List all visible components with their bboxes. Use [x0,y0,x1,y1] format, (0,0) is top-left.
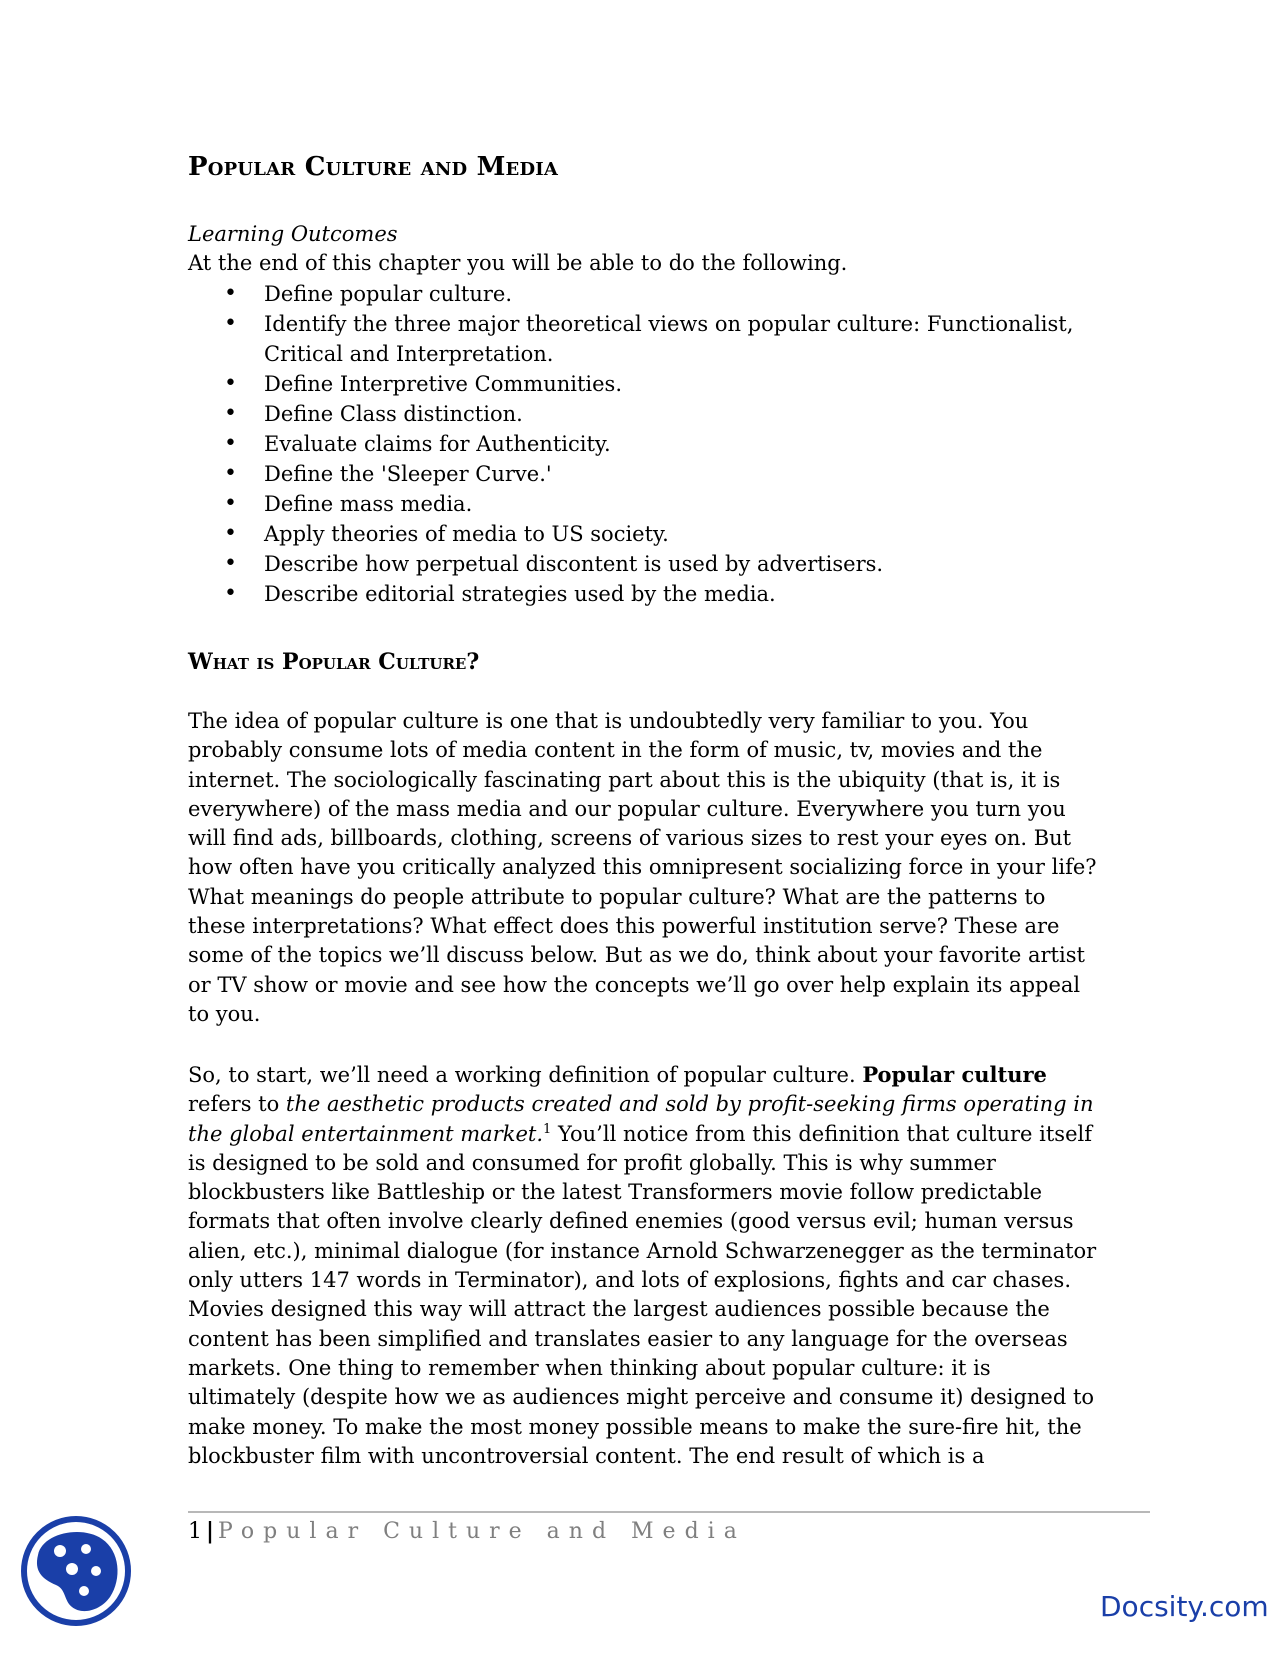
outcomes-intro: At the end of this chapter you will be able to do the following. [188,251,848,275]
bullet-icon: • [224,431,237,456]
bullet-icon: • [224,551,237,576]
footer-divider [188,1511,1150,1513]
list-item: • Identify the three major theoretical views on popular culture: Functionalist, Critical and Interpretation. [224,311,1074,366]
section-heading: What is Popular Culture? [188,649,480,675]
list-item: • Define popular culture. [188,279,1088,309]
body-paragraph-1: The idea of popular culture is one that is undoubtedly very familiar to you. You probably consume lots of media content in the form of music, tv, movies and the internet. The sociologically fascinating part about this is the ubiquity (that is, it is everywhere) of the mass media and our popular culture. Everywhere you turn you will find ads, billboards, clothing, screens of various sizes to rest your eyes on. But how often have you critically analyzed this omnipresent socializing force in your life? What meanings do people attribute to popular culture? What are the patterns to these interpretations? What effect does this powerful institution serve? These are some of the topics we’ll discuss below. But as we do, think about your favorite artist or TV show or movie and see how the concepts we’ll go over help explain its appeal to you. [188,709,1097,1026]
list-item: • Describe how perpetual discontent is used by advertisers. [188,549,1088,579]
bullet-icon: • [224,371,237,396]
bullet-icon: • [224,461,237,486]
page-footer [188,1518,746,1544]
footnote-marker[interactable]: 1 [543,1121,552,1137]
docsity-logo-icon[interactable] [20,1515,132,1627]
bullet-icon: • [224,521,237,546]
list-item: • Define Interpretive Communities. [188,369,1088,399]
list-item: • Apply theories of media to US society. [188,519,1088,549]
outcomes-list [188,279,1088,609]
page-number: 1 [188,1519,202,1544]
page-title: Popular Culture and Media [188,152,559,182]
list-item: • Define mass media. [188,489,1088,519]
body-paragraph-2: So, to start, we’ll need a working definition of popular culture. Popular culture refers to the aesthetic products created and sold by profit-seeking firms operating in the global entertainment market.$^1$ You’ll notice from this definition that culture itself is designed to be sold and consumed for profit globally. This is why summer blockbusters like Battleship or the latest Transformers movie follow predictable formats that often involve clearly defined enemies (good versus evil; human versus alien, etc.), minimal dialogue (for instance Arnold Schwarzenegger as the terminator only utters 147 words in Terminator), and lots of explosions, fights and car chases. Movies designed this way will attract the largest audiences possible because the content has been simplified and translates easier to any language for the overseas markets. One thing to remember when thinking about popular culture: it is ultimately (despite how we as audiences might perceive and consume it) designed to make money. To make the most money possible means to make the sure-fire hit, the blockbuster film with uncontroversial content. The end result of which is a [188,1062,1097,1468]
list-item: • Evaluate claims for Authenticity. [188,429,1088,459]
bullet-icon: • [224,581,237,606]
bullet-icon: • [224,281,237,306]
running-title: Popular Culture and Media [218,1519,746,1544]
list-item: • Describe editorial strategies used by the media. [188,579,1088,609]
footer-separator: | [206,1518,215,1544]
bullet-icon: • [224,311,237,336]
bullet-icon: • [224,491,237,516]
list-item: • Define the 'Sleeper Curve.' [188,459,1088,489]
defined-term: Popular culture [862,1062,1047,1087]
bullet-icon: • [224,401,237,426]
learning-outcomes-label: Learning Outcomes [188,222,398,246]
definition-text: the aesthetic products created and sold by profit-seeking firms operating in the global entertainment market. [188,1092,1094,1146]
brand-watermark[interactable]: Docsity.com [1100,1590,1269,1623]
list-item: • Define Class distinction. [188,399,1088,429]
